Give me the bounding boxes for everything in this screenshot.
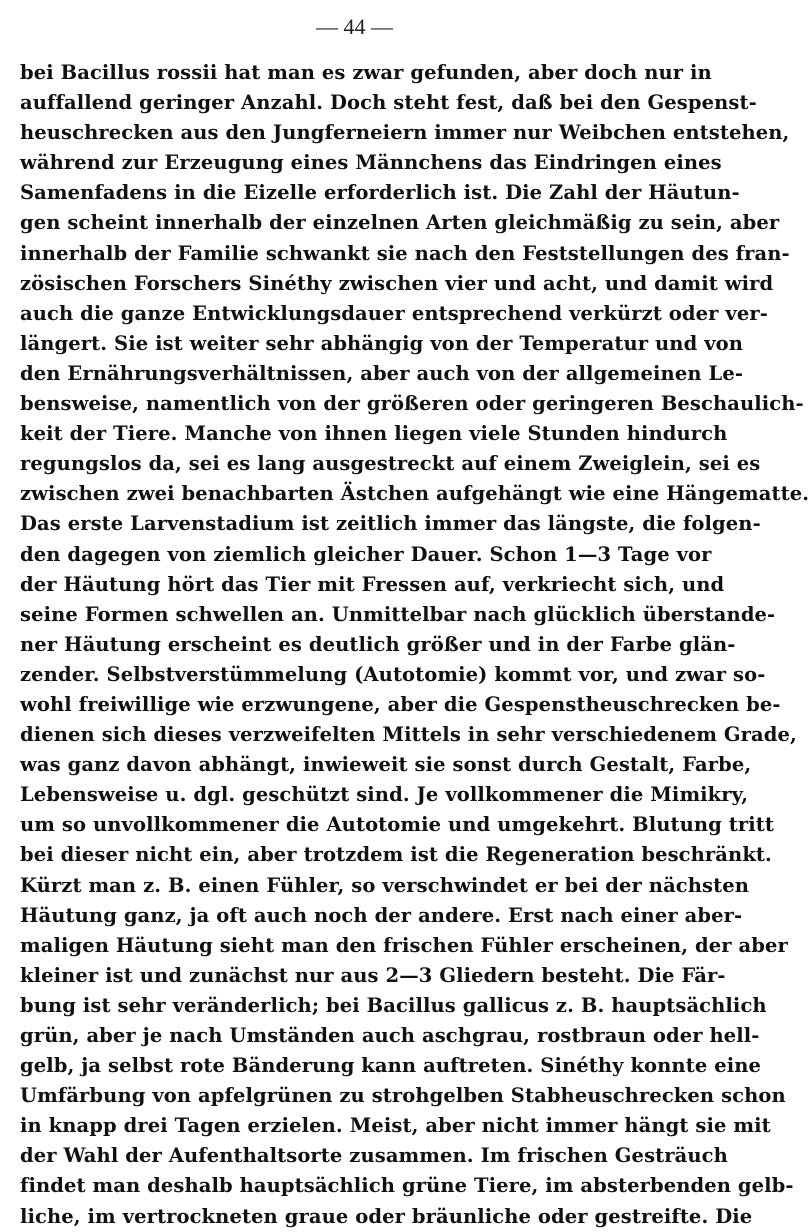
text-line: dienen sich dieses verzweifelten Mittels in sehr verschiedenem Grade,	[20, 723, 797, 747]
text-line: Samenfadens in die Eizelle erforderlich ist. Die Zahl der Häutun-	[20, 181, 740, 205]
text-line: auffallend geringer Anzahl. Doch steht fest, daß bei den Gespenst-	[20, 91, 757, 115]
text-line: heuschrecken aus den Jungferneiern immer nur Weibchen entstehen,	[20, 121, 790, 145]
text-line: innerhalb der Familie schwankt sie nach den Feststellungen des fran-	[20, 241, 790, 265]
text-line: Umfärbung von apfelgrünen zu strohgelben Stabheuschrecken schon	[20, 1084, 786, 1108]
text-line: wohl freiwillige wie erzwungene, aber die Gespenstheuschrecken be-	[20, 692, 781, 716]
text-line: bei Bacillus rossii hat man es zwar gefunden, aber doch nur in	[20, 61, 712, 84]
text-line: den dagegen von ziemlich gleicher Dauer. Schon 1—3 Tage vor	[20, 542, 712, 566]
text-line: bei dieser nicht ein, aber trotzdem ist die Regeneration beschränkt.	[20, 843, 772, 867]
text-line: zwischen zwei benachbarten Ästchen aufgehängt wie eine Hängematte.	[20, 482, 809, 506]
text-line: während zur Erzeugung eines Männchens das Eindringen eines	[20, 151, 722, 175]
text-line: regungslos da, sei es lang ausgestreckt auf einem Zweiglein, sei es	[20, 452, 761, 476]
text-line: zösischen Forschers Sinéthy zwischen vier und acht, und damit wird	[20, 271, 774, 295]
text-line: keit der Tiere. Manche von ihnen liegen viele Stunden hindurch	[20, 422, 728, 446]
text-line: zender. Selbstverstümmelung (Autotomie) kommt vor, und zwar so-	[20, 662, 766, 686]
text-line: den Ernährungsverhältnissen, aber auch von der allgemeinen Le-	[20, 361, 744, 385]
text-line: Häutung ganz, ja oft auch noch der andere. Erst nach einer aber-	[20, 903, 743, 927]
text-line: gelb, ja selbst rote Bänderung kann auftreten. Sinéthy konnte eine	[20, 1054, 762, 1078]
text-line: findet man deshalb hauptsächlich grüne Tiere, im absterbenden gelb-	[20, 1174, 794, 1198]
text-line: auch die ganze Entwicklungsdauer entsprechend verkürzt oder ver-	[20, 301, 768, 325]
text-line: in knapp drei Tagen erzielen. Meist, aber nicht immer hängt sie mit	[20, 1114, 771, 1138]
text-line: Kürzt man z. B. einen Fühler, so verschwindet er bei der nächsten	[20, 873, 750, 897]
body-text	[20, 58, 809, 1232]
text-line: grün, aber je nach Umständen auch aschgrau, rostbraun oder hell-	[20, 1024, 760, 1047]
text-line: liche, im vertrockneten graue oder bräunliche oder gestreifte. Die	[20, 1204, 753, 1228]
text-line: Das erste Larvenstadium ist zeitlich immer das längste, die folgen-	[20, 512, 761, 536]
text-line: was ganz davon abhängt, inwieweit sie sonst durch Gestalt, Farbe,	[20, 753, 752, 777]
text-line: der Wahl der Aufenthaltsorte zusammen. Im frischen Gesträuch	[20, 1144, 728, 1168]
text-line: der Häutung hört das Tier mit Fressen auf, verkriecht sich, und	[20, 572, 725, 596]
text-line: ner Häutung erscheint es deutlich größer und in der Farbe glän-	[20, 632, 736, 656]
page-number: — 44 —	[316, 14, 393, 39]
text-line: bung ist sehr veränderlich; bei Bacillus gallicus z. B. hauptsächlich	[20, 993, 767, 1017]
text-line: Lebensweise u. dgl. geschützt sind. Je vollkommener die Mimikry,	[20, 783, 749, 807]
text-line: längert. Sie ist weiter sehr abhängig von der Temperatur und von	[20, 331, 744, 355]
text-line: maligen Häutung sieht man den frischen Fühler erscheinen, der aber	[20, 933, 788, 957]
text-line: um so unvollkommener die Autotomie und umgekehrt. Blutung tritt	[20, 813, 774, 837]
text-line: bensweise, namentlich von der größeren oder geringeren Beschaulich-	[20, 392, 804, 416]
text-line: seine Formen schwellen an. Unmittelbar nach glücklich überstande-	[20, 602, 776, 626]
text-line: gen scheint innerhalb der einzelnen Arten gleichmäßig zu sein, aber	[20, 211, 780, 235]
text-line: kleiner ist und zunächst nur aus 2—3 Gliedern besteht. Die Fär-	[20, 963, 726, 987]
